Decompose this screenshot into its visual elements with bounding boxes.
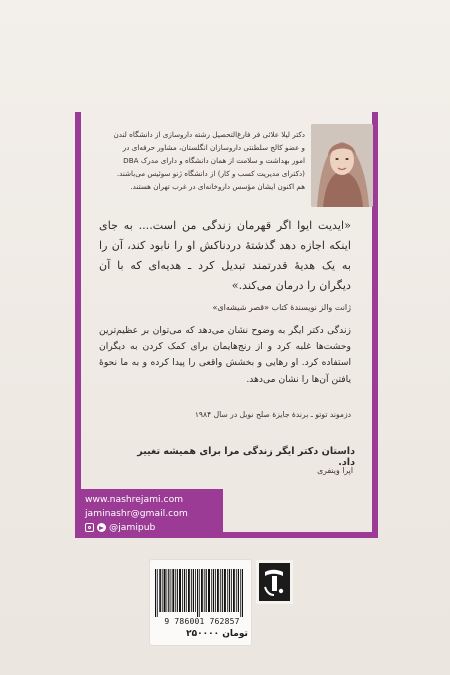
tutu-quote-source: دزموند توتو ـ برندهٔ جایزهٔ صلح نوبل در سال ۱۹۸۴	[194, 410, 351, 419]
publisher-email: jaminashr@gmail.com	[85, 508, 188, 519]
publisher-social-handle: @jamipub	[109, 522, 156, 533]
author-portrait	[311, 124, 373, 207]
oprah-quote-source: اپرا وینفری	[317, 466, 353, 475]
publisher-social	[85, 522, 155, 533]
author-photo	[311, 124, 373, 207]
barcode	[155, 569, 245, 617]
walls-quote-source: ژانت والز نویسندهٔ کتاب «قصر شیشه‌ای»	[212, 303, 351, 312]
publisher-website: www.nashrejami.com	[85, 494, 184, 505]
jami-logo-icon	[256, 560, 293, 604]
author-bio: دکتر لیلا علائی فر فارغ‌التحصیل رشته داروسازی از دانشگاه لندن و عضو کالج سلطنتی داروسازان انگلستان، مشاور حرفه‌ای در امور بهداشت و سلامت از همان دانشگاه و دارای مدرک DBA (دکترای مدیریت کسب و کار) از دانشگاه ژنو سوئیس می‌باشند. هم اکنون ایشان مؤسس داروخانه‌ای در غرب تهران هستند.	[113, 130, 305, 191]
publisher-contact-box	[75, 489, 223, 538]
instagram-icon	[85, 523, 94, 532]
book-price: ۲۵۰۰۰۰ تومان	[186, 629, 248, 639]
tutu-quote: زندگی دکتر ایگر به وضوح نشان می‌دهد که می‌توان بر عظیم‌ترین وحشت‌ها غلبه کرد و از رنج‌هایمان برای کمک کردن به دیگران استفاده کرد. او رهایی و بخشش واقعی را پیدا کرده و به ما نحوهٔ یافتن آن‌ها را نشان می‌دهد.	[99, 325, 351, 385]
oprah-quote: داستان دکتر ایگر زندگی مرا برای همیشه تغییر داد.	[137, 446, 355, 468]
telegram-icon	[97, 523, 106, 532]
walls-quote: «ایدیت ایوا اگر قهرمان زندگی من است.... به جای اینکه اجازه دهد گذشتهٔ دردناکش او را نابود کند، آن را به یک هدیهٔ قدرتمند تبدیل کرد ـ هدیه‌ای که با آن دیگران را درمان می‌کند.»	[99, 219, 351, 292]
isbn-number: 9 786001 762857	[164, 617, 240, 626]
publisher-logo	[256, 560, 293, 604]
